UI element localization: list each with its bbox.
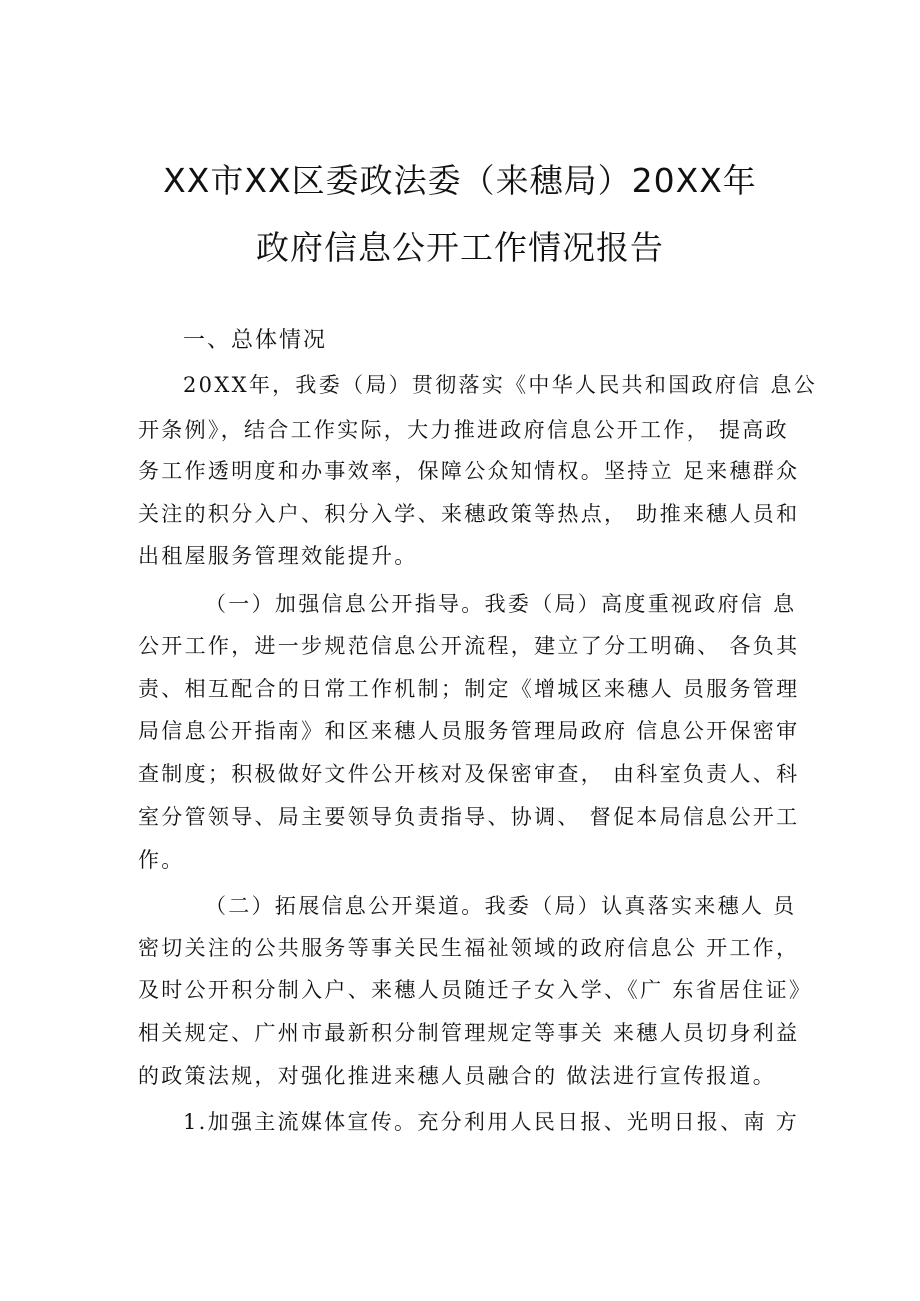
document-title-line-2: 政府信息公开工作情况报告: [256, 228, 664, 267]
paragraph-line: 1.加强主流媒体宣传。充分利用人民日报、光明日报、南 方: [183, 1110, 800, 1134]
paragraph-line: 20XX年，我委（局）贯彻落实《中华人民共和国政府信 息公: [183, 373, 817, 397]
paragraph-line: 作。: [138, 848, 185, 872]
paragraph-line: 的政策法规，对强化推进来穗人员融合的 做法进行宣传报道。: [138, 1064, 777, 1088]
paragraph-line: 相关规定、广州市最新积分制管理规定等事关 来穗人员切身利益: [138, 1021, 800, 1045]
paragraph-line: （一）加强信息公开指导。我委（局）高度重视政府信 息: [205, 592, 797, 616]
document-title-line-1: XX市XX区委政法委（来穗局）20XX年: [163, 161, 757, 200]
paragraph-line: 及时公开积分制入户、来穗人员随迁子女入学、《广 东省居住证》: [138, 978, 813, 1002]
paragraph-line: 查制度；积极做好文件公开核对及保密审查， 由科室负责人、科: [138, 762, 800, 786]
section-heading-overview: 一、总体情况: [183, 328, 328, 353]
paragraph-line: 关注的积分入户、积分入学、来穗政策等热点， 助推来穗人员和: [138, 502, 800, 526]
paragraph-line: 局信息公开指南》和区来穗人员服务管理局政府 信息公开保密审: [138, 719, 800, 743]
paragraph-line: 公开工作，进一步规范信息公开流程，建立了分工明确、 各负其: [138, 634, 800, 658]
paragraph-line: 密切关注的公共服务等事关民生福祉领域的政府信息公 开工作，: [138, 936, 800, 960]
paragraph-line: （二）拓展信息公开渠道。我委（局）认真落实来穗人 员: [205, 894, 797, 918]
paragraph-line: 出租屋服务管理效能提升。: [138, 544, 418, 568]
paragraph-line: 责、相互配合的日常工作机制；制定《增城区来穗人 员服务管理: [138, 677, 800, 701]
paragraph-line: 室分管领导、局主要领导负责指导、协调、 督促本局信息公开工: [138, 805, 800, 829]
paragraph-line: 务工作透明度和办事效率，保障公众知情权。坚持立 足来穗群众: [138, 459, 800, 483]
paragraph-line: 开条例》，结合工作实际，大力推进政府信息公开工作， 提高政: [138, 418, 789, 442]
